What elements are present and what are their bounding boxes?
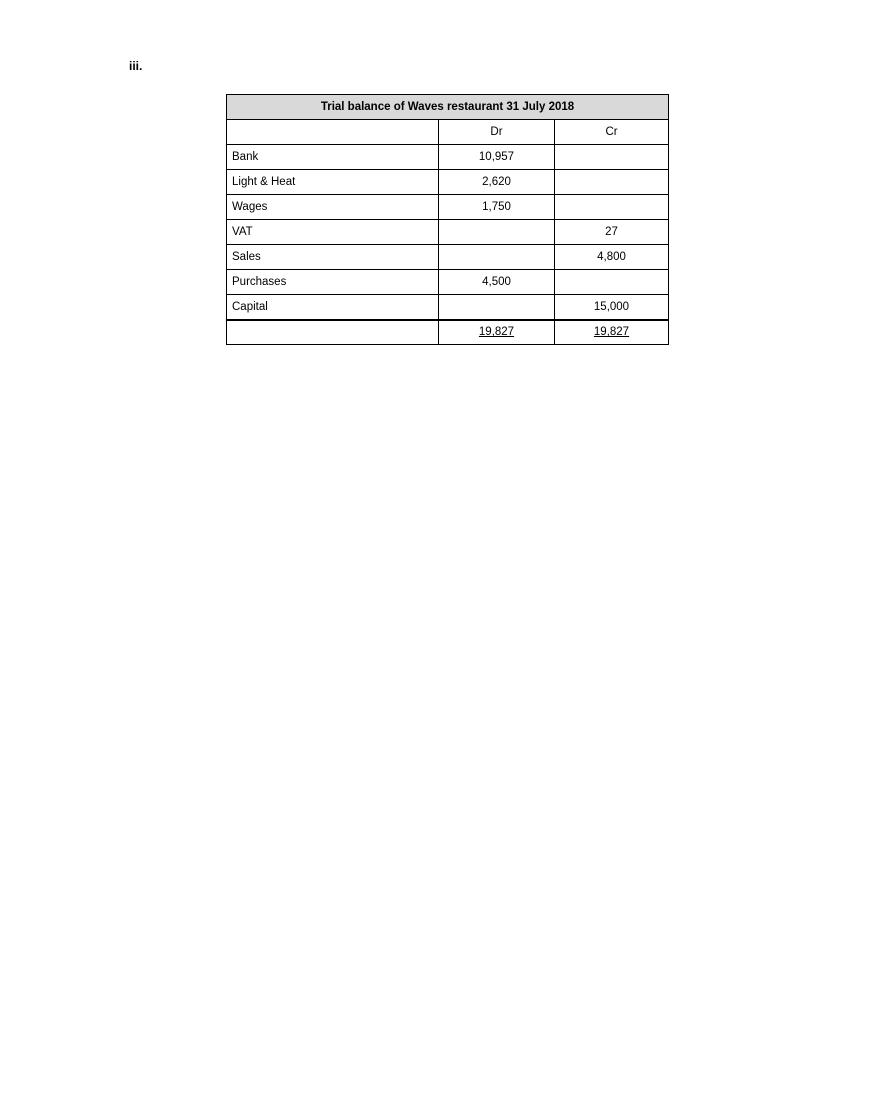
row-dr	[439, 295, 555, 320]
table-title: Trial balance of Waves restaurant 31 July 2018	[227, 95, 669, 120]
row-label: Capital	[227, 295, 439, 320]
totals-cr: 19,827	[593, 326, 630, 339]
table-row	[227, 295, 669, 320]
row-label: Purchases	[227, 270, 439, 295]
row-cr: 4,800	[555, 245, 669, 270]
row-label: Light & Heat	[227, 170, 439, 195]
totals-dr-cell	[439, 320, 555, 345]
row-dr: 1,750	[439, 195, 555, 220]
table-row	[227, 145, 669, 170]
row-label: Wages	[227, 195, 439, 220]
row-cr: 15,000	[555, 295, 669, 320]
row-cr	[555, 270, 669, 295]
table-row	[227, 170, 669, 195]
table-row	[227, 220, 669, 245]
section-label: iii.	[129, 59, 143, 73]
totals-row	[227, 320, 669, 345]
table-header-row	[227, 120, 669, 145]
totals-dr: 19,827	[478, 326, 515, 339]
trial-balance-table	[226, 94, 669, 345]
table-title-row	[227, 95, 669, 120]
table-row	[227, 245, 669, 270]
trial-balance	[226, 94, 668, 345]
totals-label	[227, 320, 439, 345]
header-label-cell	[227, 120, 439, 145]
table-row	[227, 195, 669, 220]
table-row	[227, 270, 669, 295]
row-cr: 27	[555, 220, 669, 245]
row-dr: 10,957	[439, 145, 555, 170]
row-cr	[555, 145, 669, 170]
row-cr	[555, 170, 669, 195]
row-dr: 4,500	[439, 270, 555, 295]
row-dr	[439, 245, 555, 270]
totals-cr-cell	[555, 320, 669, 345]
row-dr	[439, 220, 555, 245]
header-cr: Cr	[555, 120, 669, 145]
row-label: VAT	[227, 220, 439, 245]
row-cr	[555, 195, 669, 220]
header-dr: Dr	[439, 120, 555, 145]
row-label: Sales	[227, 245, 439, 270]
row-dr: 2,620	[439, 170, 555, 195]
row-label: Bank	[227, 145, 439, 170]
